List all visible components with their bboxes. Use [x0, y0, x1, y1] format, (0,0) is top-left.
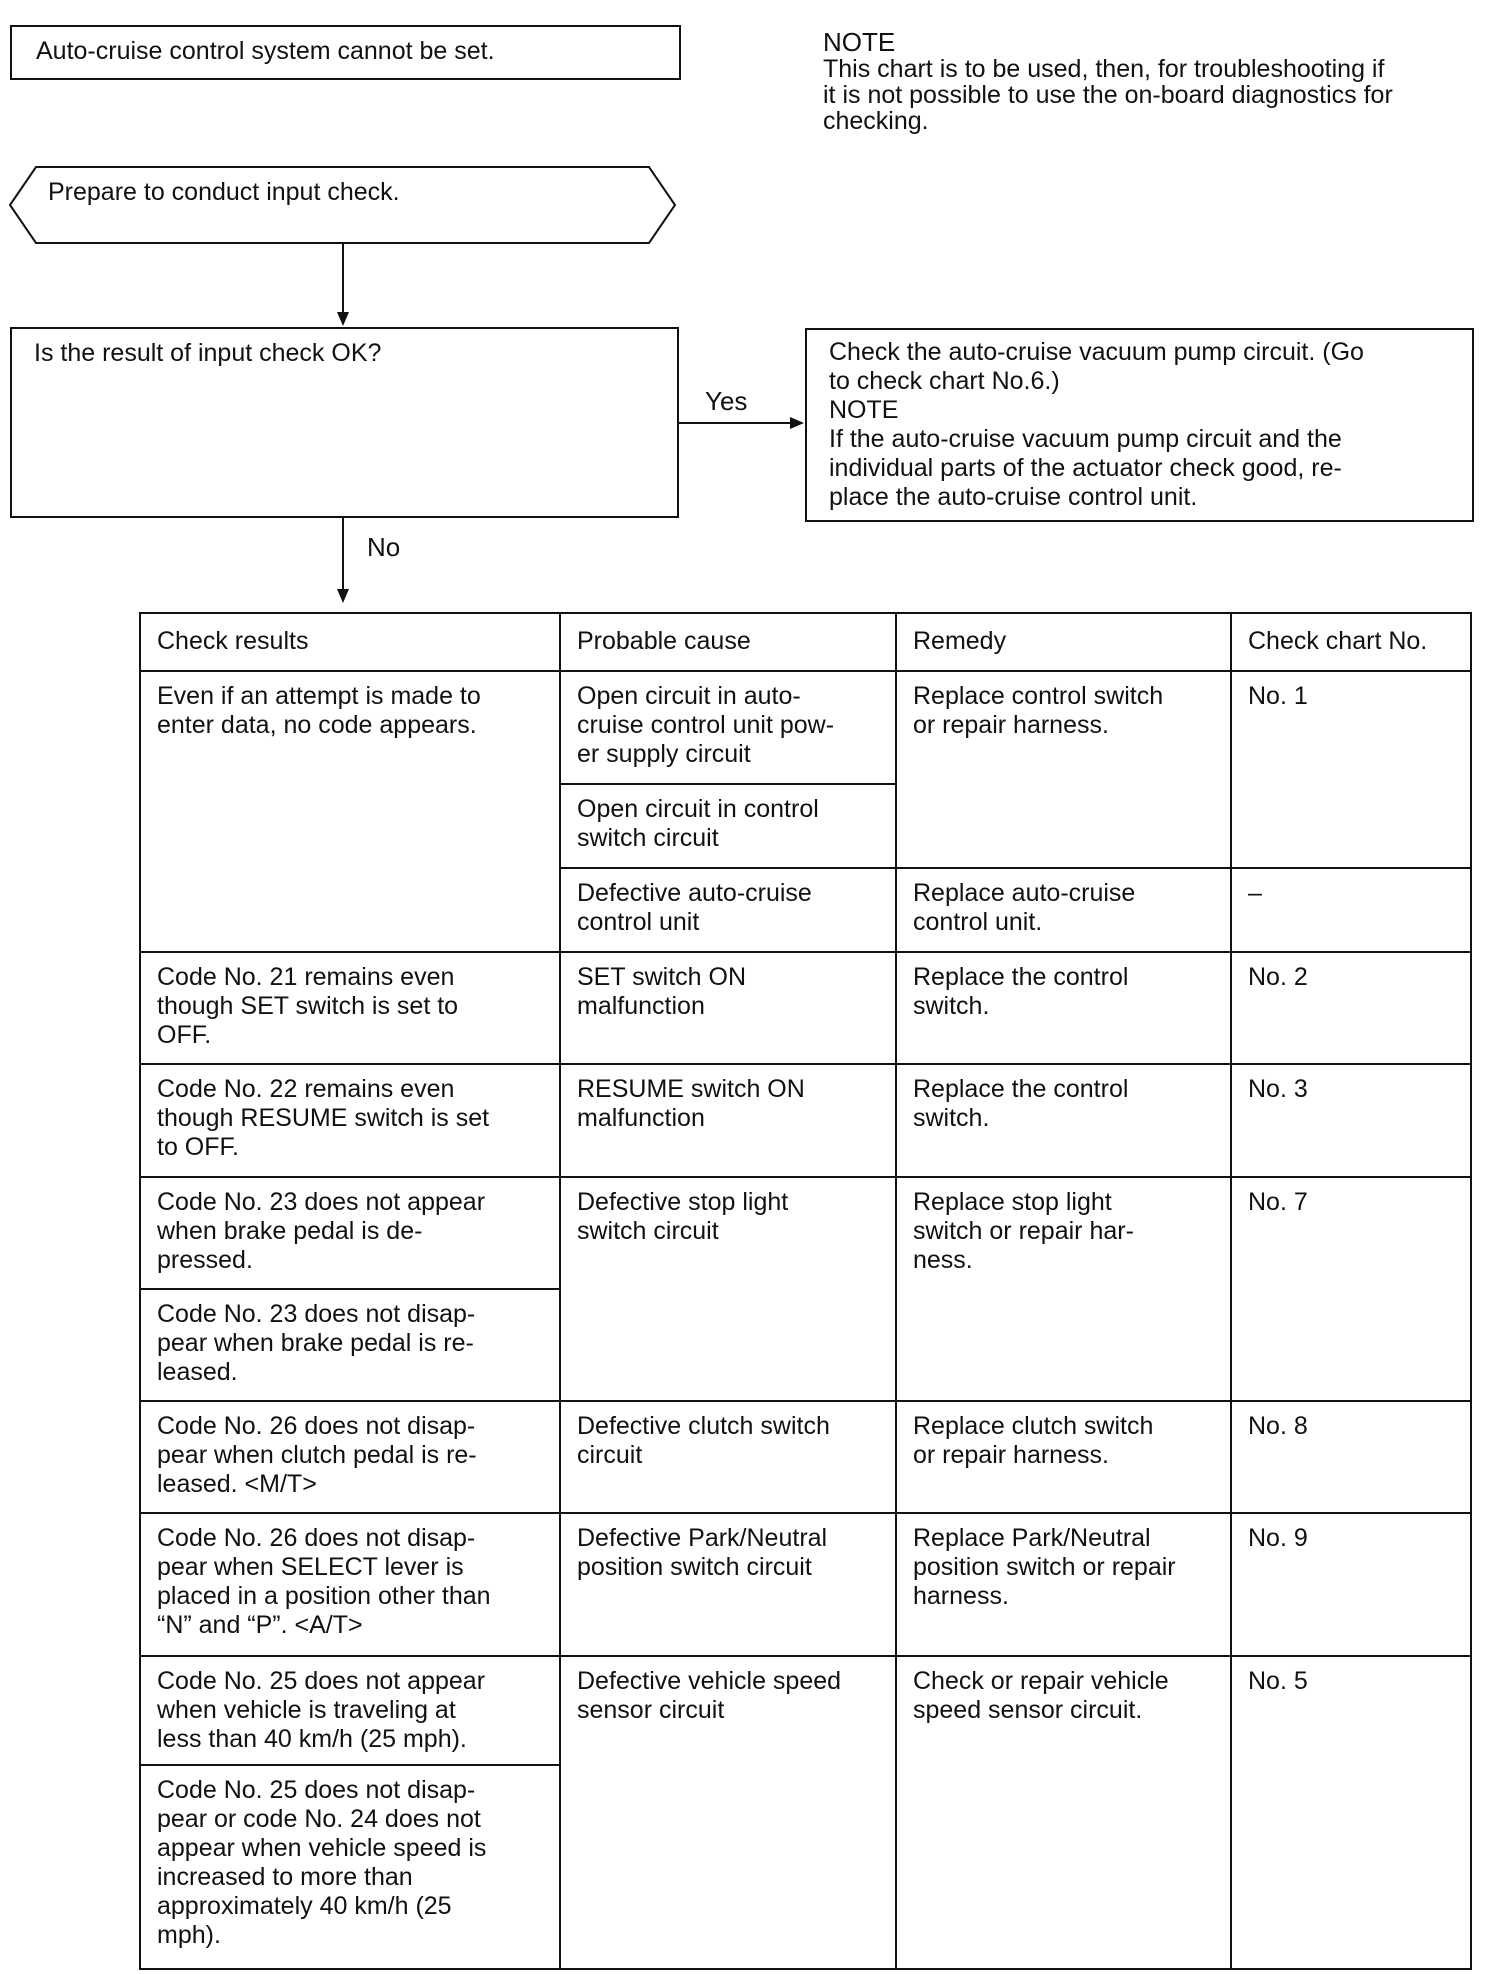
- note-line-1: This chart is to be used, then, for troubleshooting if: [823, 55, 1385, 83]
- yes-box-line-5: individual parts of the actuator check good, re-: [829, 454, 1342, 482]
- cell-probable-cause: Defective clutch switch circuit: [560, 1401, 896, 1513]
- yes-box-line-4: If the auto-cruise vacuum pump circuit and the: [829, 425, 1342, 453]
- cell-check-result: Even if an attempt is made to enter data, no code appears.: [140, 671, 560, 952]
- note-block: [823, 28, 1483, 134]
- start-box-text: Auto-cruise control system cannot be set.: [36, 37, 495, 65]
- cell-probable-cause: Defective stop light switch circuit: [560, 1177, 896, 1401]
- cell-chart-no: No. 2: [1231, 952, 1471, 1064]
- cell-remedy: Replace clutch switch or repair harness.: [896, 1401, 1231, 1513]
- decision-box: [10, 327, 679, 518]
- troubleshooting-table: [139, 612, 1472, 1970]
- header-probable-cause: Probable cause: [560, 613, 896, 671]
- cell-chart-no: No. 8: [1231, 1401, 1471, 1513]
- no-label: No: [367, 532, 401, 562]
- cell-check-result: Code No. 26 does not disap- pear when SELECT lever is placed in a position other than “N” and “P”. <A/T>: [140, 1513, 560, 1656]
- table-row: [140, 1513, 1471, 1656]
- arrowhead-right: [790, 417, 804, 429]
- cell-check-result: Code No. 23 does not disap- pear when brake pedal is re- leased.: [140, 1289, 560, 1401]
- cell-remedy: Replace auto-cruise control unit.: [896, 868, 1231, 952]
- cell-chart-no: No. 7: [1231, 1177, 1471, 1401]
- cell-probable-cause: Open circuit in control switch circuit: [560, 784, 896, 868]
- cell-chart-no: No. 1: [1231, 671, 1471, 868]
- cell-remedy: Replace the control switch.: [896, 952, 1231, 1064]
- table-row: [140, 671, 1471, 784]
- cell-probable-cause: RESUME switch ON malfunction: [560, 1064, 896, 1177]
- cell-check-result: Code No. 26 does not disap- pear when clutch pedal is re- leased. <M/T>: [140, 1401, 560, 1513]
- cell-probable-cause: SET switch ON malfunction: [560, 952, 896, 1064]
- cell-probable-cause: Defective vehicle speed sensor circuit: [560, 1656, 896, 1969]
- cell-probable-cause: Open circuit in auto- cruise control unit pow- er supply circuit: [560, 671, 896, 784]
- cell-probable-cause: Defective auto-cruise control unit: [560, 868, 896, 952]
- cell-remedy: Check or repair vehicle speed sensor circuit.: [896, 1656, 1231, 1969]
- table-row: [140, 1656, 1471, 1765]
- table-row: [140, 1401, 1471, 1513]
- table-header-row: [140, 613, 1471, 671]
- yes-label: Yes: [705, 386, 748, 416]
- yes-box-line-2: to check chart No.6.): [829, 367, 1060, 395]
- yes-result-box: [805, 328, 1474, 522]
- note-line-2: it is not possible to use the on-board diagnostics for: [823, 81, 1393, 109]
- header-check-chart-no: Check chart No.: [1231, 613, 1471, 671]
- cell-remedy: Replace Park/Neutral position switch or repair harness.: [896, 1513, 1231, 1656]
- table-row: [140, 1177, 1471, 1289]
- cell-chart-no: No. 5: [1231, 1656, 1471, 1969]
- cell-check-result: Code No. 21 remains even though SET switch is set to OFF.: [140, 952, 560, 1064]
- cell-check-result: Code No. 25 does not appear when vehicle is traveling at less than 40 km/h (25 mph).: [140, 1656, 560, 1765]
- yes-box-line-6: place the auto-cruise control unit.: [829, 483, 1198, 511]
- note-title: NOTE: [823, 27, 896, 57]
- cell-check-result: Code No. 22 remains even though RESUME switch is set to OFF.: [140, 1064, 560, 1177]
- arrowhead-down-2: [337, 589, 349, 603]
- arrowhead-down-1: [337, 312, 349, 326]
- cell-check-result: Code No. 25 does not disap- pear or code No. 24 does not appear when vehicle speed is increased to more than approximately 40 km/h (25 mph).: [140, 1765, 560, 1969]
- table-row: [140, 1064, 1471, 1177]
- cell-chart-no: No. 3: [1231, 1064, 1471, 1177]
- header-remedy: Remedy: [896, 613, 1231, 671]
- note-line-3: checking.: [823, 107, 929, 135]
- header-check-results: Check results: [140, 613, 560, 671]
- yes-box-line-1: Check the auto-cruise vacuum pump circuit. (Go: [829, 338, 1364, 366]
- cell-remedy: Replace stop light switch or repair har- ness.: [896, 1177, 1231, 1401]
- decision-box-text: Is the result of input check OK?: [34, 339, 382, 367]
- yes-box-line-3: NOTE: [829, 396, 899, 424]
- cell-remedy: Replace the control switch.: [896, 1064, 1231, 1177]
- prepare-box-text: Prepare to conduct input check.: [48, 178, 400, 206]
- table-row: [140, 952, 1471, 1064]
- start-box: [10, 25, 681, 80]
- cell-remedy: Replace control switch or repair harness.: [896, 671, 1231, 868]
- cell-probable-cause: Defective Park/Neutral position switch circuit: [560, 1513, 896, 1656]
- cell-chart-no: No. 9: [1231, 1513, 1471, 1656]
- cell-check-result: Code No. 23 does not appear when brake pedal is de- pressed.: [140, 1177, 560, 1289]
- cell-chart-no: –: [1231, 868, 1471, 952]
